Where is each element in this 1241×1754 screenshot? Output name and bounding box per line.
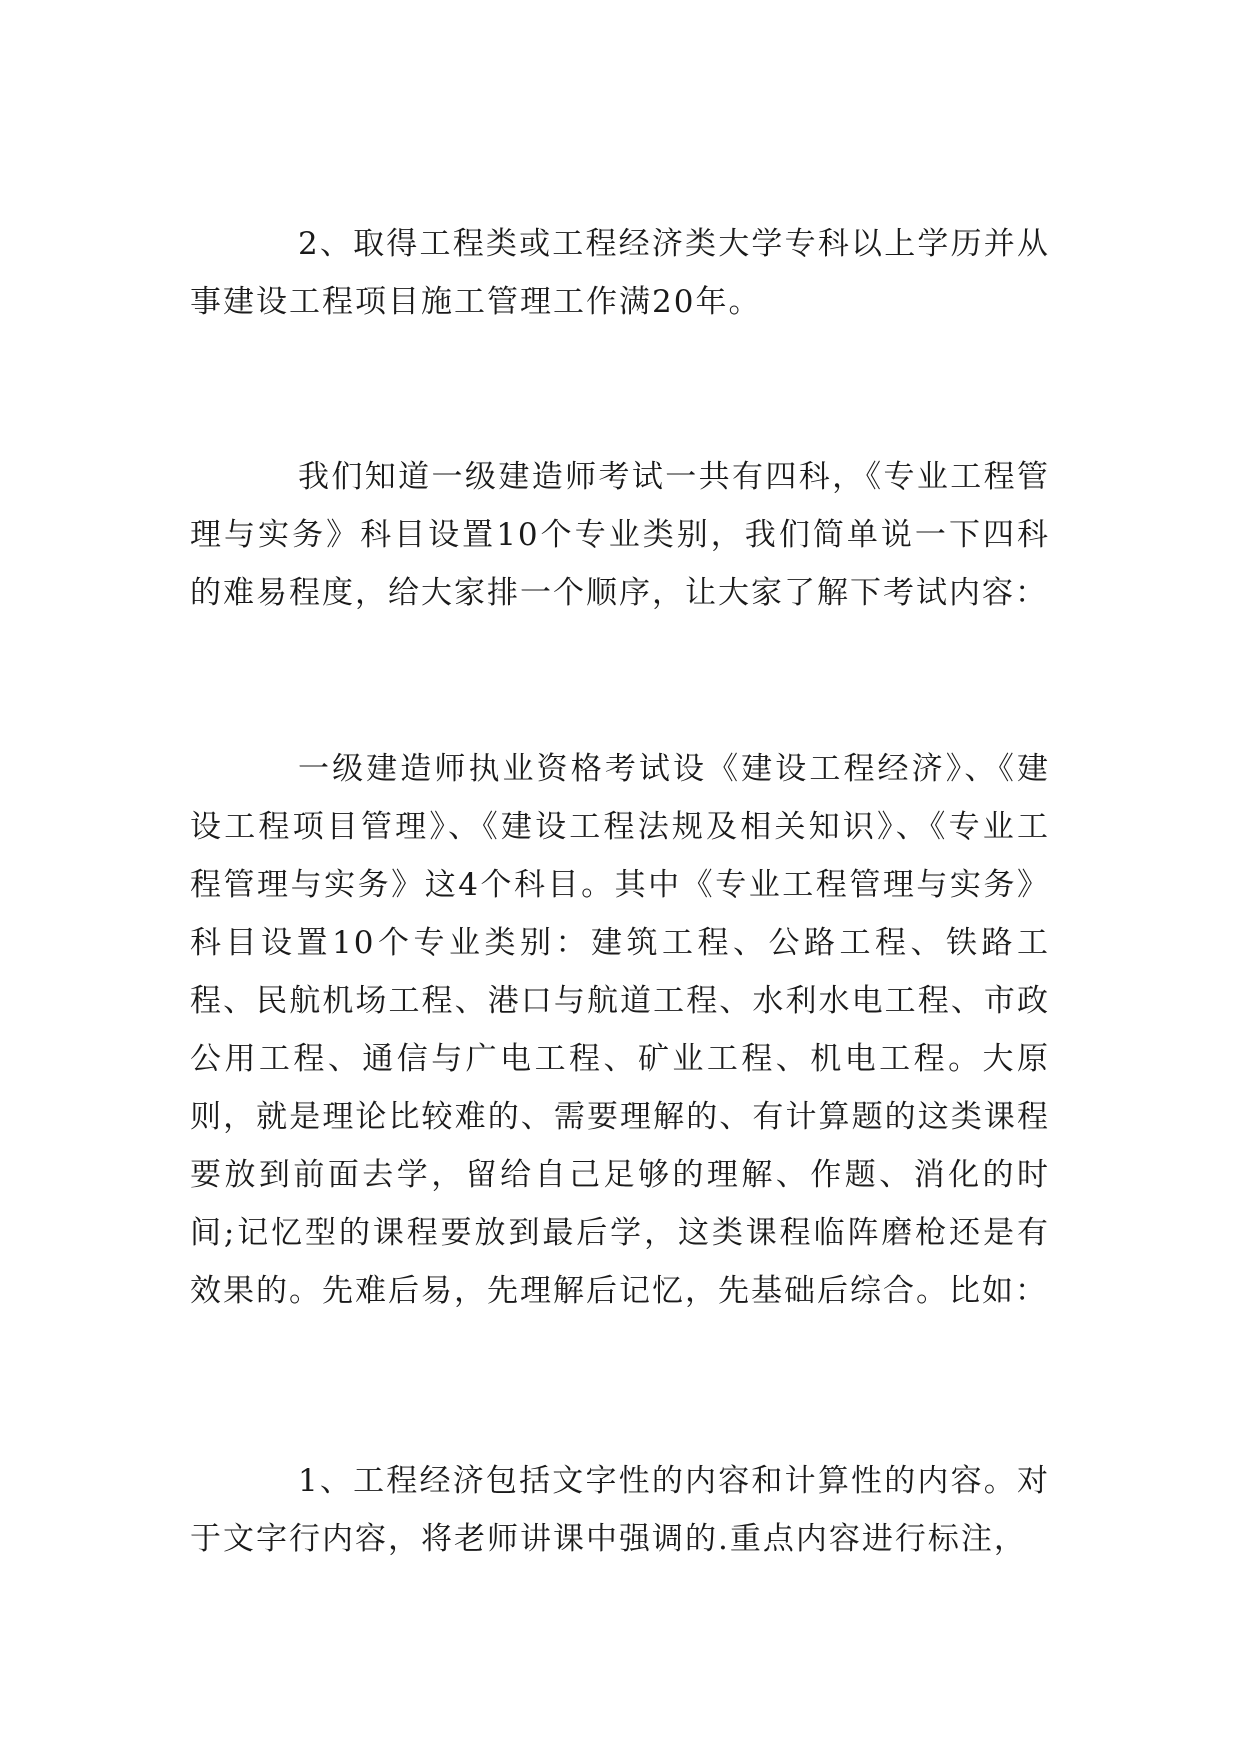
paragraph-engineering-economics: 1、工程经济包括文字性的内容和计算性的内容。对于文字行内容，将老师讲课中强调的.重点内容进行标注，: [190, 1463, 1050, 1557]
paragraph-qualification-item-2: 2、取得工程类或工程经济类大学专科以上学历并从事建设工程项目施工管理工作满20年。: [190, 226, 1050, 320]
paragraph-exam-subjects-intro: 我们知道一级建造师考试一共有四科，《专业工程管理与实务》科目设置10个专业类别，我们简单说一下四科的难易程度，给大家排一个顺序，让大家了解下考试内容：: [190, 459, 1050, 611]
paragraph-exam-subjects-detail: 一级建造师执业资格考试设《建设工程经济》、《建设工程项目管理》、《建设工程法规及相关知识》、《专业工程管理与实务》这4个科目。其中《专业工程管理与实务》科目设置10个专业类别：建筑工程、公路工程、铁路工程、民航机场工程、港口与航道工程、水利水电工程、市政公用工程、通信与广电工程、矿业工程、机电工程。大原则，就是理论比较难的、需要理解的、有计算题的这类课程要放到前面去学，留给自己足够的理解、作题、消化的时间;记忆型的课程要放到最后学，这类课程临阵磨枪还是有效果的。先难后易，先理解后记忆，先基础后综合。比如：: [190, 751, 1050, 1309]
